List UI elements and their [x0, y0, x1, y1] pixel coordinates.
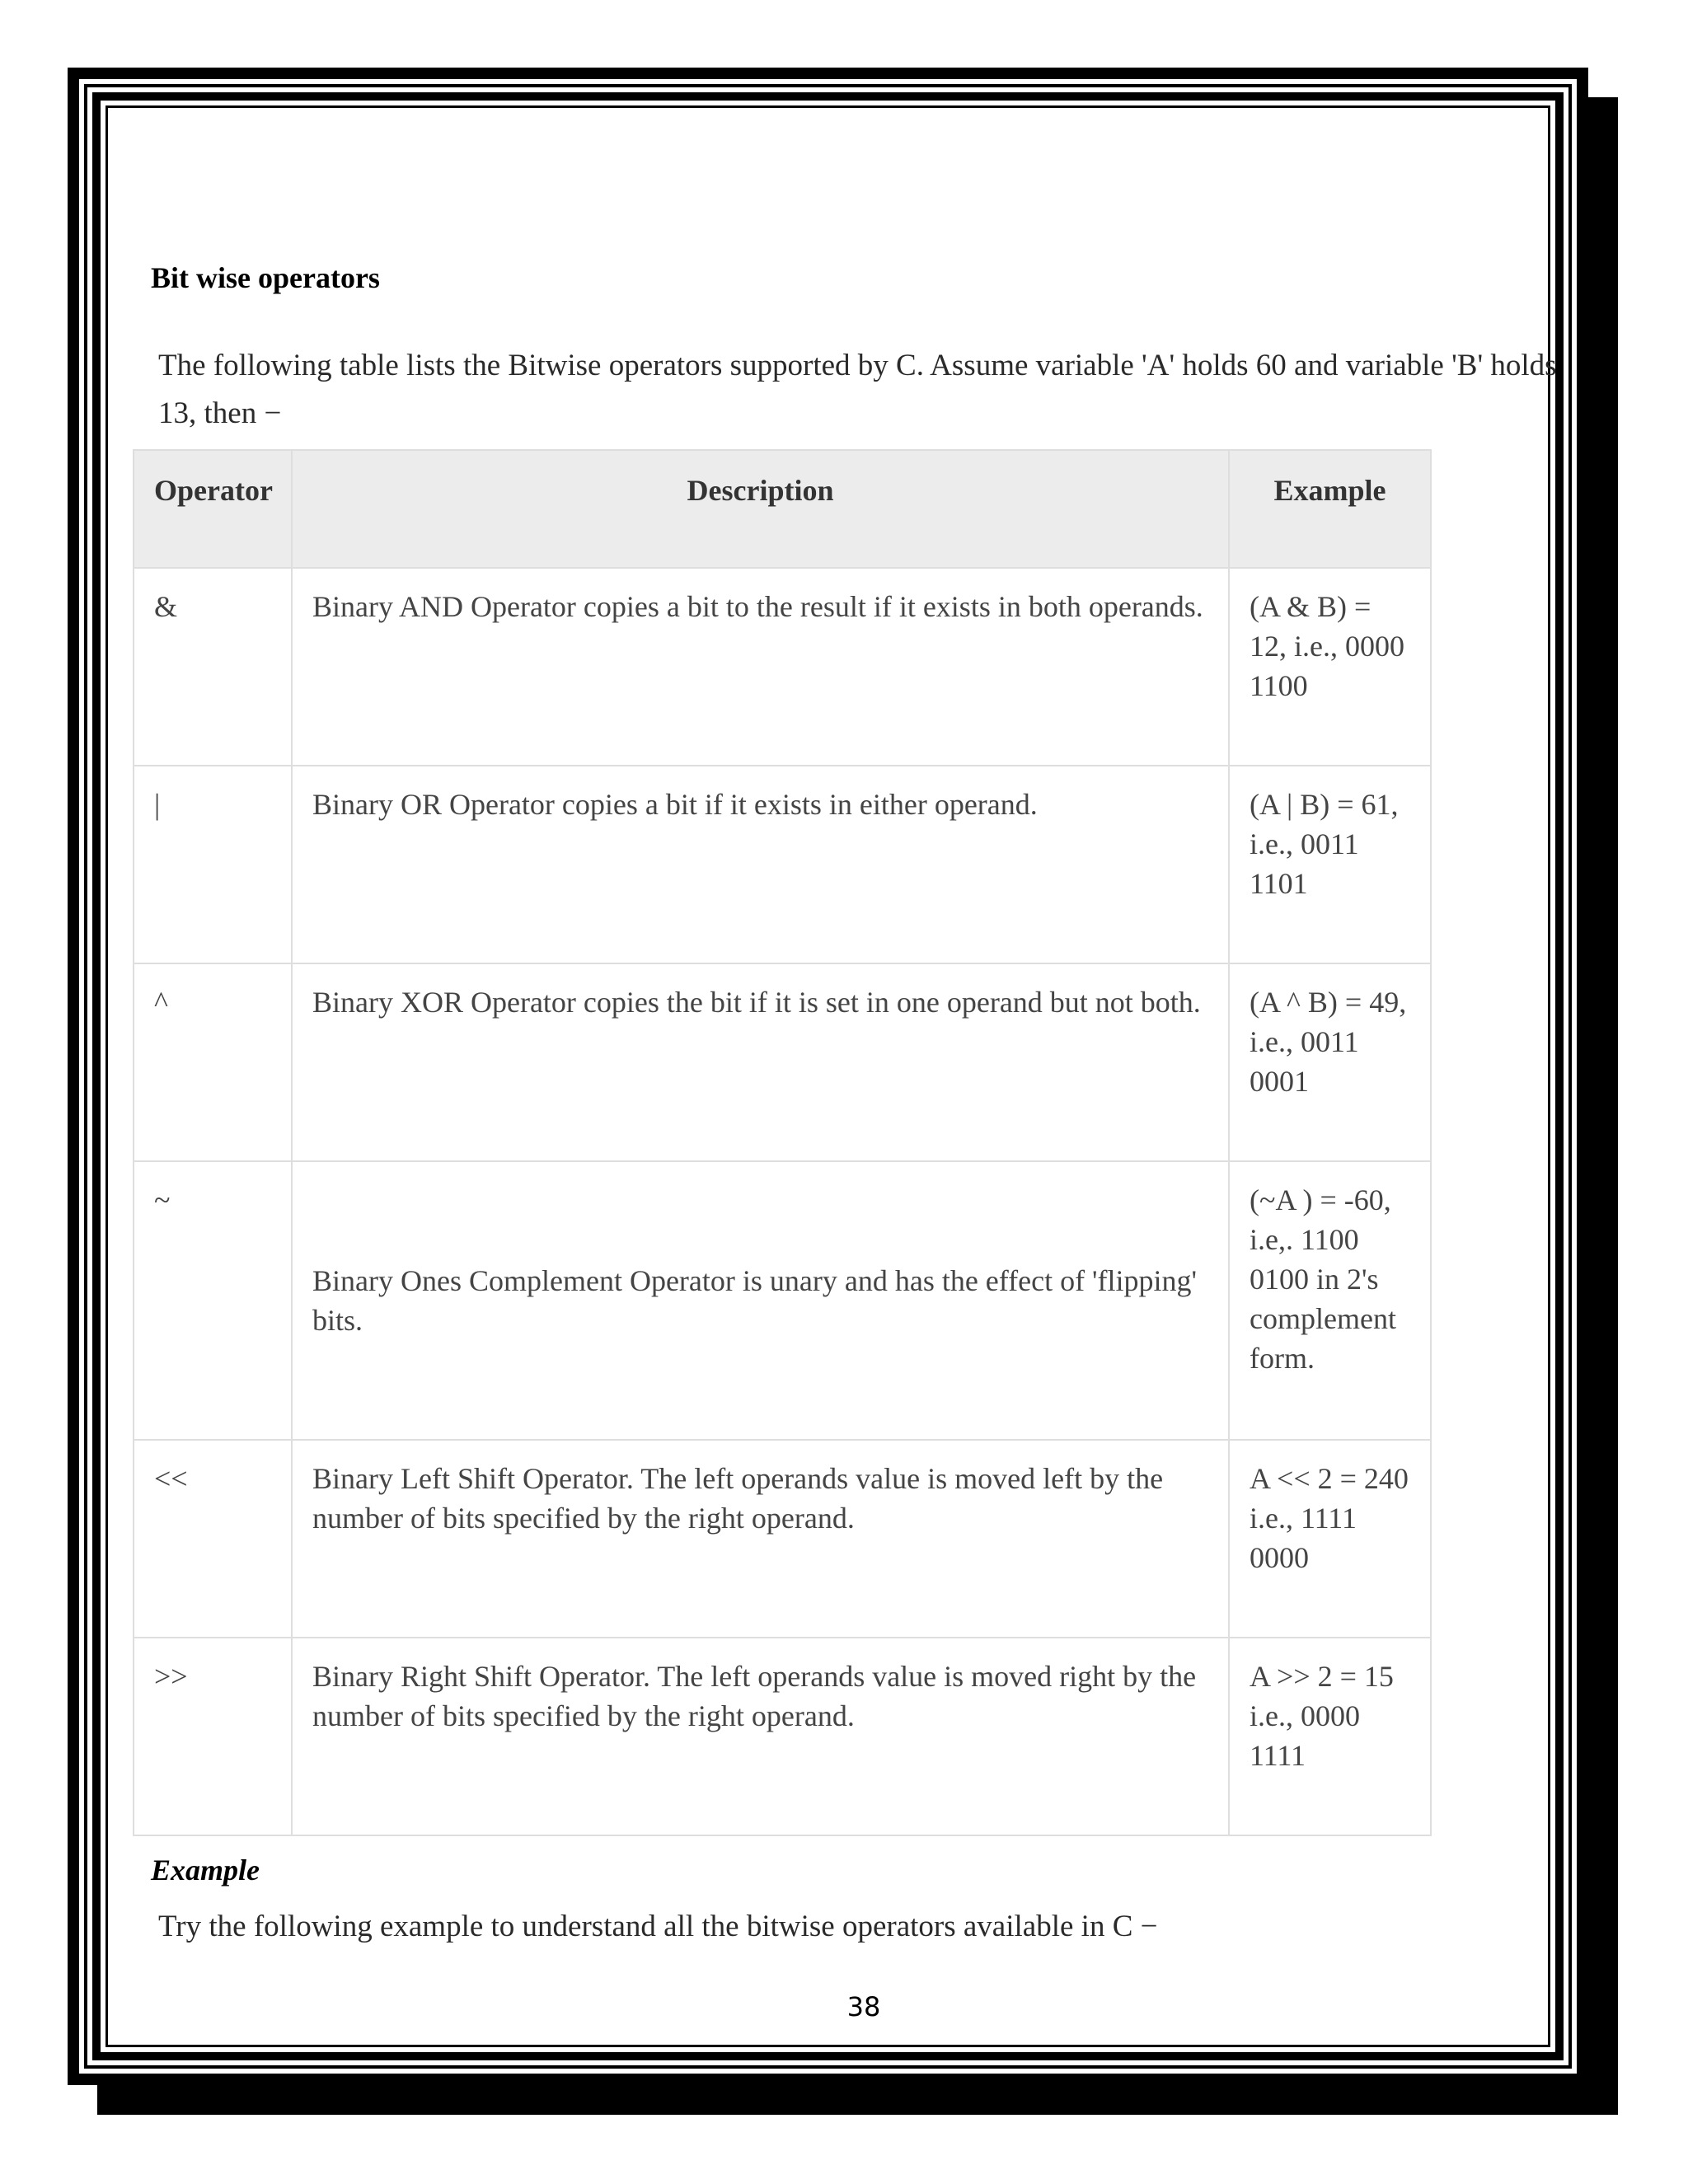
table-row [134, 1440, 1431, 1638]
table-row [134, 963, 1431, 1161]
example-cell: (A ^ B) = 49, i.e., 0011 0001 [1229, 963, 1431, 1161]
example-cell: (A | B) = 61, i.e., 0011 1101 [1229, 766, 1431, 963]
example-heading: Example [151, 1854, 260, 1886]
description-cell: Binary OR Operator copies a bit if it exists in either operand. [292, 766, 1229, 963]
operator-cell: >> [134, 1638, 292, 1835]
operator-cell: << [134, 1440, 292, 1638]
table-row [134, 1161, 1431, 1440]
operator-cell: & [134, 568, 292, 766]
page-number: 38 [846, 1991, 881, 2022]
description-cell: Binary Left Shift Operator. The left operands value is moved left by the number of bits specified by the right operand. [292, 1440, 1229, 1638]
example-cell: (~A ) = -60, i.e,. 1100 0100 in 2's complement form. [1229, 1161, 1431, 1440]
table-header-row [134, 450, 1431, 568]
description-cell: Binary Right Shift Operator. The left operands value is moved right by the number of bits specified by the right operand. [292, 1638, 1229, 1835]
intro-paragraph: The following table lists the Bitwise operators supported by C. Assume variable 'A' holds 60 and variable 'B' holds 13, then − [158, 349, 1557, 430]
section-heading: Bit wise operators [151, 261, 380, 294]
table-row [134, 568, 1431, 766]
operator-cell: ~ [134, 1161, 292, 1440]
header-operator: Operator [134, 450, 292, 568]
bitwise-operators-table [133, 449, 1432, 1836]
operator-cell: ^ [134, 963, 292, 1161]
example-cell: A << 2 = 240 i.e., 1111 0000 [1229, 1440, 1431, 1638]
description-cell: Binary AND Operator copies a bit to the result if it exists in both operands. [292, 568, 1229, 766]
operator-cell: | [134, 766, 292, 963]
header-example: Example [1229, 450, 1431, 568]
table-row [134, 766, 1431, 963]
example-cell: (A & B) = 12, i.e., 0000 1100 [1229, 568, 1431, 766]
header-description: Description [292, 450, 1229, 568]
table-row [134, 1638, 1431, 1835]
example-cell: A >> 2 = 15 i.e., 0000 1111 [1229, 1638, 1431, 1835]
example-text: Try the following example to understand all the bitwise operators available in C − [158, 1910, 1158, 1943]
description-cell: Binary Ones Complement Operator is unary and has the effect of 'flipping' bits. [292, 1161, 1229, 1440]
description-cell: Binary XOR Operator copies the bit if it is set in one operand but not both. [292, 963, 1229, 1161]
